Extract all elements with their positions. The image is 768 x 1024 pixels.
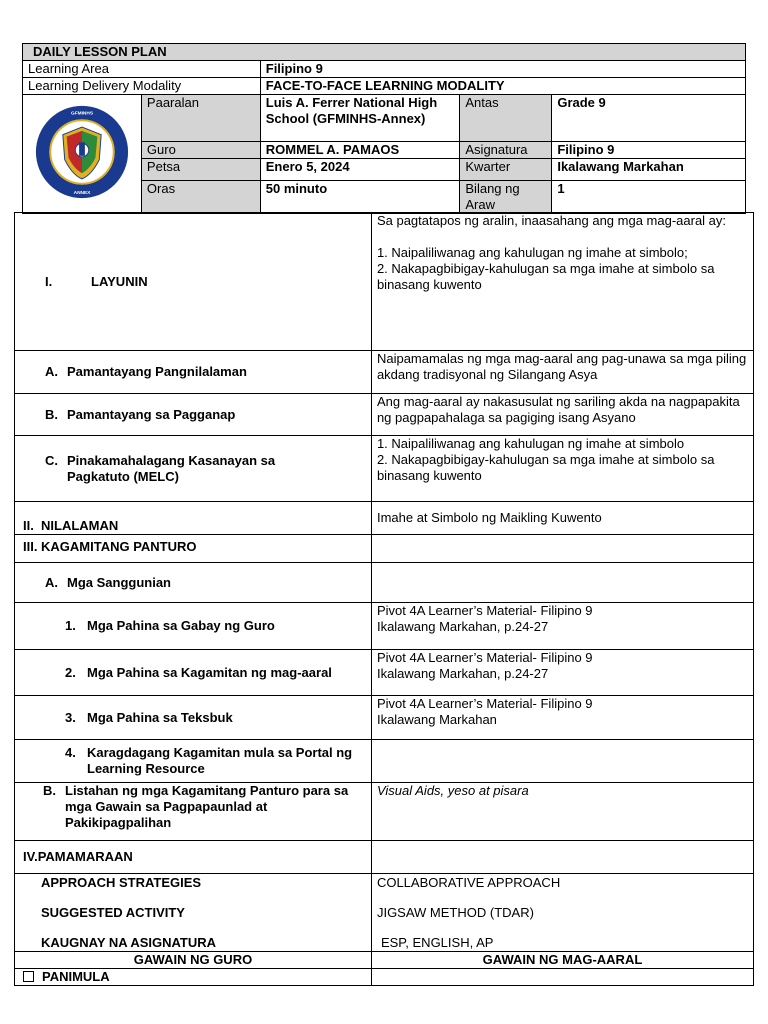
- panimula-label: PANIMULA: [15, 969, 372, 986]
- listahan-label: B. Listahan ng mga Kagamitang Panturo para sa mga Gawain sa Pagpapaunlad at Pakikipagpalihan: [15, 783, 372, 841]
- table-row: [15, 783, 754, 841]
- plan-title: DAILY LESSON PLAN: [23, 44, 746, 61]
- table-row: [15, 394, 754, 436]
- strategies-labels: [15, 874, 372, 952]
- gawain-guro-header: GAWAIN NG GURO: [15, 952, 372, 969]
- pangnilalaman-label: A. Pamantayang Pangnilalaman: [15, 351, 372, 394]
- sanggunian-value: [371, 563, 753, 603]
- kaugnay-label: KAUGNAY NA ASIGNATURA: [41, 935, 217, 950]
- pagganap-label: B. Pamantayang sa Pagganap: [15, 394, 372, 436]
- panimula-value: [371, 969, 753, 986]
- kagamitan-mag-aaral-value: Pivot 4A Learner’s Material- Filipino 9 Ikalawang Markahan, p.24-27: [371, 650, 753, 696]
- kwarter-value: Ikalawang Markahan: [552, 159, 746, 181]
- petsa-value: Enero 5, 2024: [260, 159, 460, 181]
- table-row: [15, 696, 754, 740]
- kaugnay-value: ESP, ENGLISH, AP: [380, 935, 494, 950]
- table-row: [15, 535, 754, 563]
- gawain-mag-aaral-header: GAWAIN NG MAG-AARAL: [371, 952, 753, 969]
- teksbuk-label: 3. Mga Pahina sa Teksbuk: [15, 696, 372, 740]
- oras-label: Oras: [141, 181, 260, 214]
- listahan-value: Visual Aids, yeso at pisara: [371, 783, 753, 841]
- sanggunian-label: A. Mga Sanggunian: [15, 563, 372, 603]
- table-row: [15, 502, 754, 535]
- table-row: [15, 436, 754, 502]
- modality-value: FACE-TO-FACE LEARNING MODALITY: [260, 78, 745, 95]
- pagganap-value: Ang mag-aaral ay nakasusulat ng sariling akda na nagpapakita ng pagpapahalaga sa pagiging isang Asyano: [371, 394, 753, 436]
- modality-label: Learning Delivery Modality: [23, 78, 261, 95]
- gabay-label: 1. Mga Pahina sa Gabay ng Guro: [15, 603, 372, 650]
- school-seal-icon: [34, 104, 130, 200]
- table-row: [15, 603, 754, 650]
- layunin-label: I. LAYUNIN: [15, 213, 372, 351]
- approach-label: APPROACH STRATEGIES: [41, 875, 202, 890]
- checkbox-square-icon: [23, 971, 34, 982]
- antas-value: Grade 9: [552, 95, 746, 142]
- kwarter-label: Kwarter: [460, 159, 552, 181]
- asignatura-value: Filipino 9: [552, 142, 746, 159]
- melc-label: C. Pinakamahalagang Kasanayan sa Pagkatuto (MELC): [15, 436, 372, 502]
- layunin-value: Sa pagtatapos ng aralin, inaasahang ang mga mag-aaral ay: 1. Naipaliliwanag ang kahulugan ng imahe at simbolo; 2. Nakapagbibigay-kahulugan sa mga imahe at simbolo sa binasang kuwento: [371, 213, 753, 351]
- nilalaman-label: II. NILALAMAN: [15, 502, 372, 535]
- guro-label: Guro: [141, 142, 260, 159]
- school-logo: [23, 95, 142, 214]
- table-row: [15, 351, 754, 394]
- svg-text:GFMINHS: GFMINHS: [70, 111, 93, 117]
- portal-label: 4. Karagdagang Kagamitan mula sa Portal ng Learning Resource: [15, 740, 372, 783]
- learning-area-label: Learning Area: [23, 61, 261, 78]
- table-row: [15, 841, 754, 874]
- guro-value: ROMMEL A. PAMAOS: [260, 142, 460, 159]
- kagamitan-label: III. KAGAMITANG PANTURO: [15, 535, 372, 563]
- oras-value: 50 minuto: [260, 181, 460, 214]
- table-row: [15, 563, 754, 603]
- antas-label: Antas: [460, 95, 552, 142]
- activity-label: SUGGESTED ACTIVITY: [41, 905, 185, 920]
- table-row: [15, 874, 754, 952]
- table-row: [15, 740, 754, 783]
- strategies-values: [371, 874, 753, 952]
- kagamitan-mag-aaral-label: 2. Mga Pahina sa Kagamitan ng mag-aaral: [15, 650, 372, 696]
- nilalaman-value: Imahe at Simbolo ng Maikling Kuwento: [371, 502, 753, 535]
- melc-value: 1. Naipaliliwanag ang kahulugan ng imahe at simbolo 2. Nakapagbibigay-kahulugan sa mga imahe at simbolo sa binasang kuwento: [371, 436, 753, 502]
- table-row: [15, 650, 754, 696]
- paaralan-value: Luis A. Ferrer National High School (GFMINHS-Annex): [260, 95, 460, 142]
- kagamitan-value: [371, 535, 753, 563]
- pangnilalaman-value: Naipamamalas ng mga mag-aaral ang pag-unawa sa mga piling akdang tradisyonal ng Silangang Asya: [371, 351, 753, 394]
- pamamaraan-label: IV.PAMAMARAAN: [15, 841, 372, 874]
- approach-value: COLLABORATIVE APPROACH: [376, 875, 561, 890]
- pamamaraan-value: [371, 841, 753, 874]
- learning-area-value: Filipino 9: [260, 61, 745, 78]
- svg-text:ANNEX: ANNEX: [73, 191, 91, 197]
- gabay-value: Pivot 4A Learner’s Material- Filipino 9 Ikalawang Markahan, p.24-27: [371, 603, 753, 650]
- petsa-label: Petsa: [141, 159, 260, 181]
- paaralan-label: Paaralan: [141, 95, 260, 142]
- lesson-table: [14, 212, 754, 986]
- activity-value: JIGSAW METHOD (TDAR): [376, 905, 534, 920]
- teksbuk-value: Pivot 4A Learner’s Material- Filipino 9 Ikalawang Markahan: [371, 696, 753, 740]
- header-table: [22, 43, 746, 214]
- table-row: [15, 969, 754, 986]
- table-row: [15, 952, 754, 969]
- bilang-value: 1: [552, 181, 746, 214]
- bilang-label: Bilang ng Araw: [460, 181, 552, 214]
- asignatura-label: Asignatura: [460, 142, 552, 159]
- table-row: [15, 213, 754, 351]
- portal-value: [371, 740, 753, 783]
